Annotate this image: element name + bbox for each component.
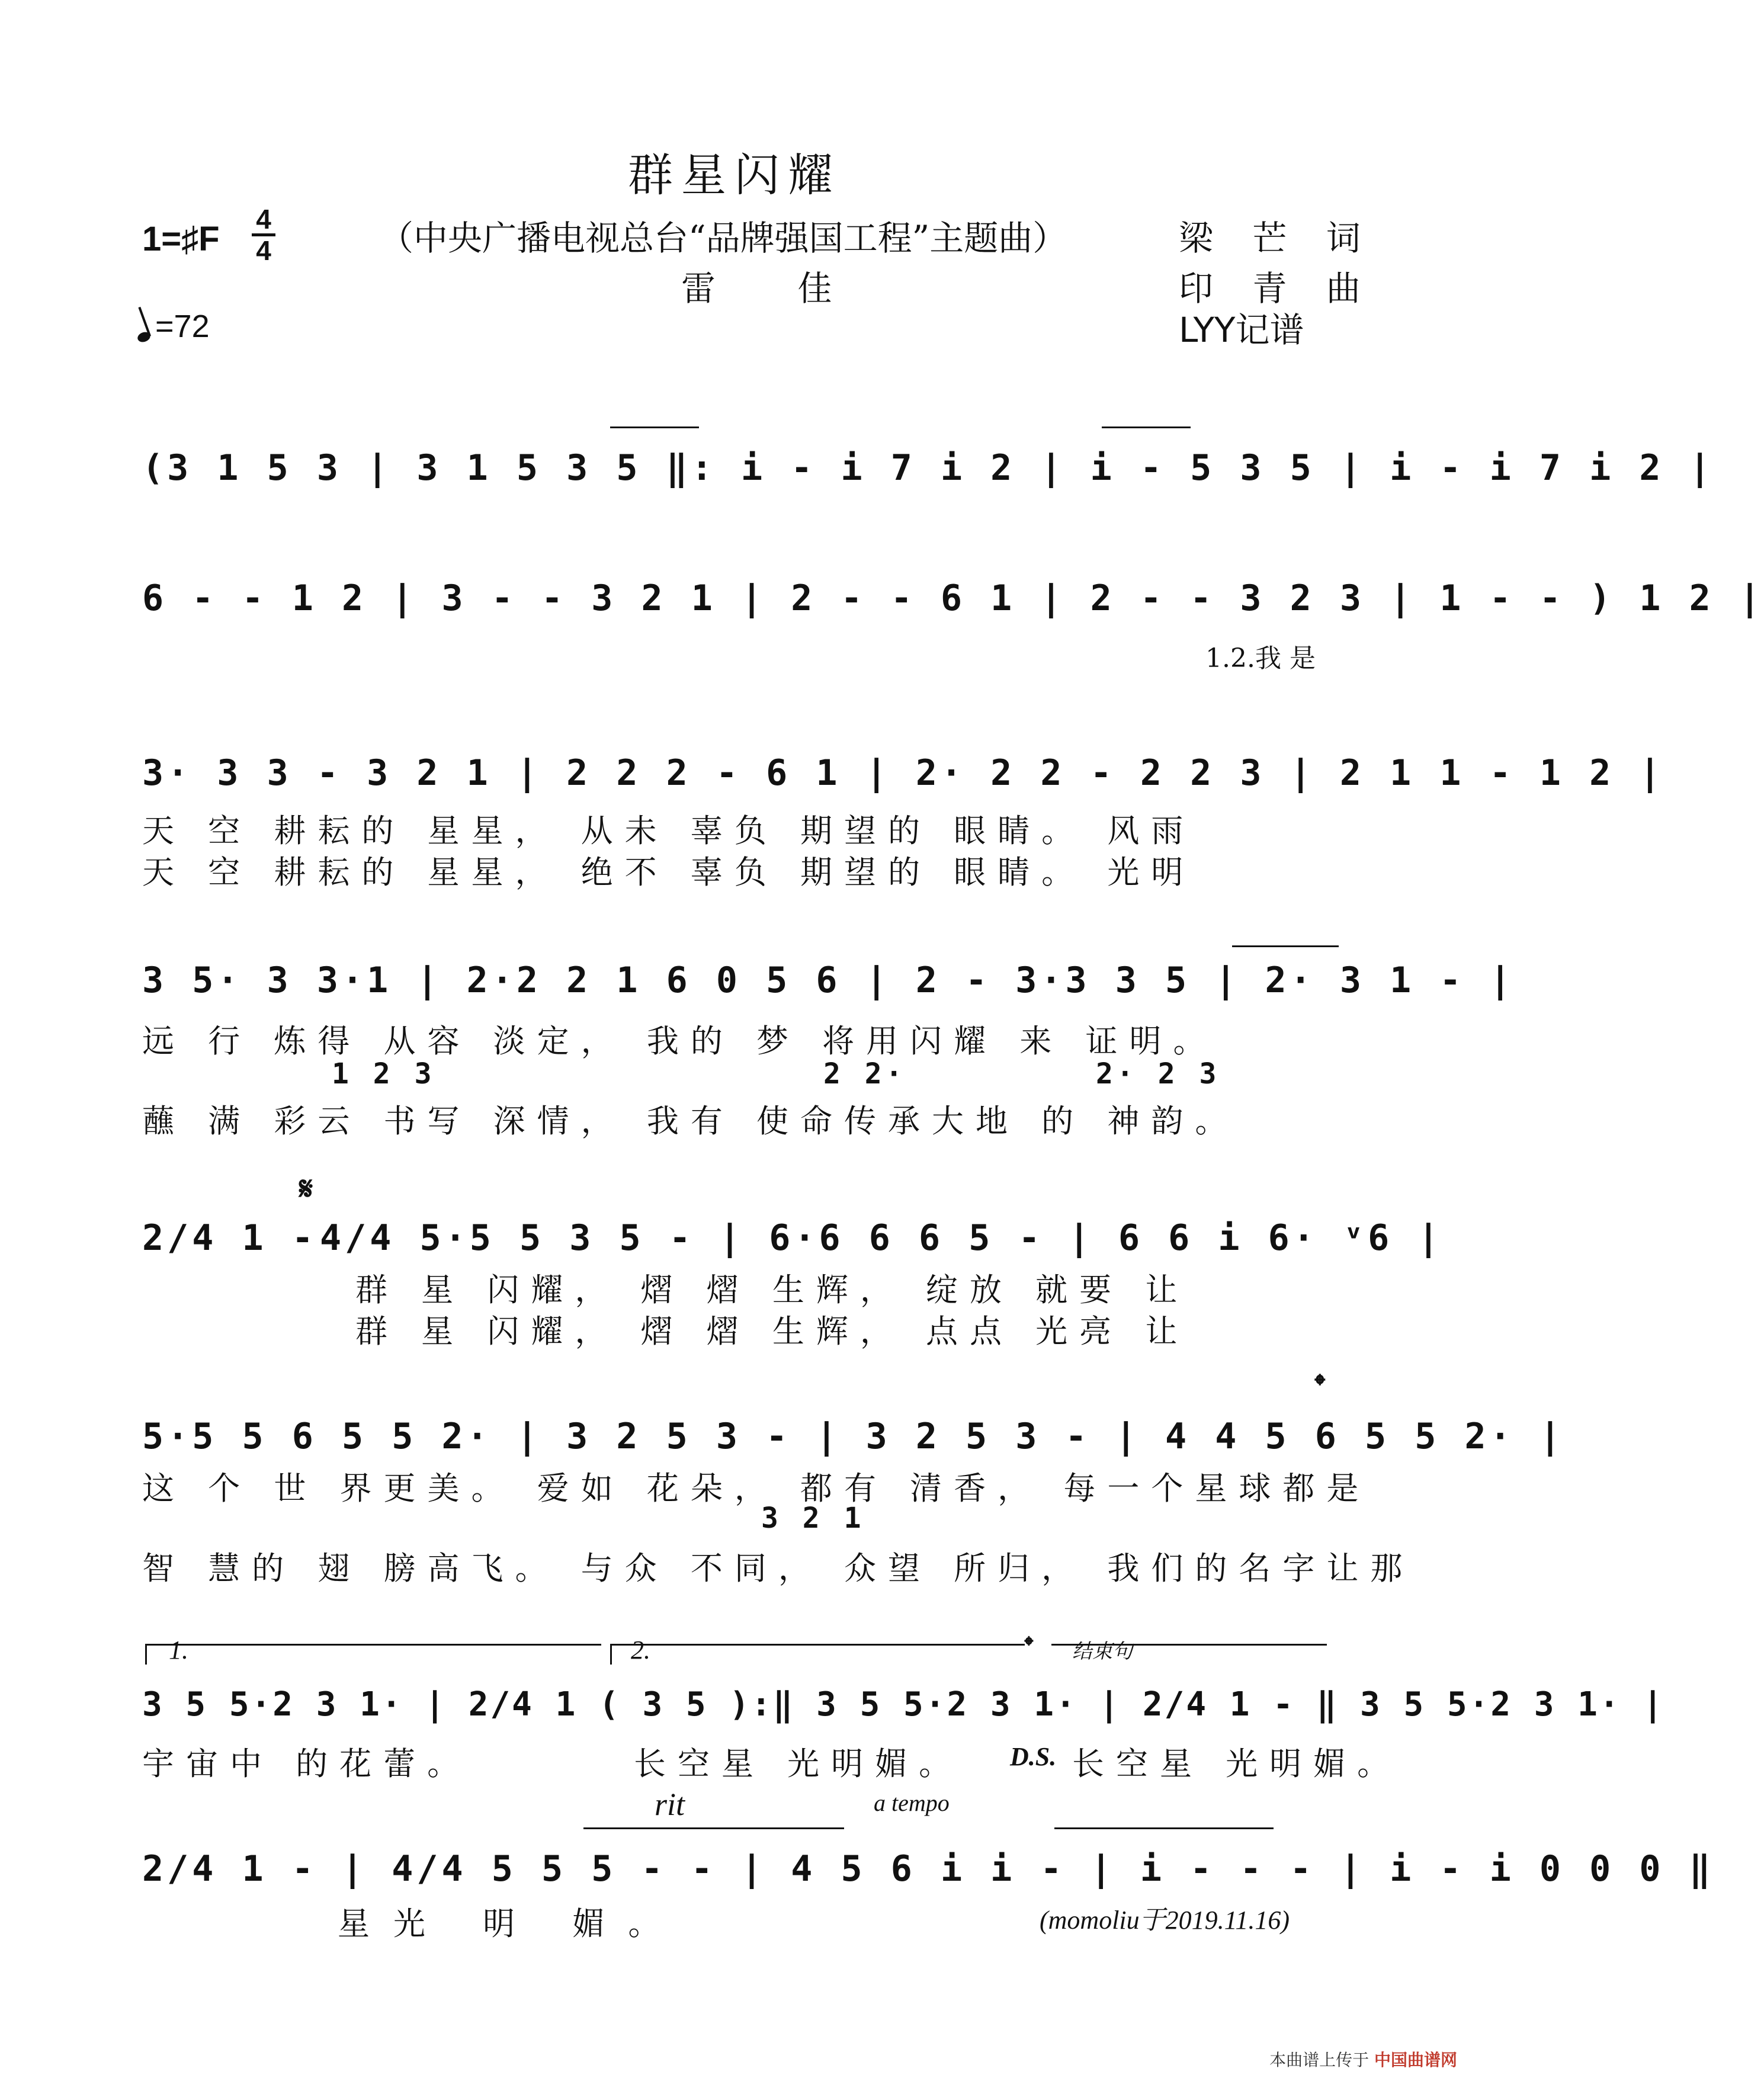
volta-2-label: 2. (631, 1636, 650, 1665)
singer-name: 雷 佳 (681, 268, 868, 309)
lyric-line-7-a: 宇宙中 的花蕾。 (142, 1745, 472, 1782)
lyricist-credit: 梁 芒 词 (1179, 218, 1375, 258)
time-signature (252, 205, 275, 265)
score-line-6: 5·5 5 6 5 5 2· | 3 2 5 3 - | 3 2 5 3 - | 4 4 5 6 5 5 2· | (142, 1416, 1565, 1457)
lyric-line-7-c: 长空星 光明媚。 (1072, 1745, 1401, 1782)
volta-1-label: 1. (169, 1636, 188, 1665)
footer-text: 本曲谱上传于 (1269, 2050, 1369, 2070)
lyric-line-7-b: 长空星 光明媚。 (634, 1745, 963, 1782)
quarter-note-icon (136, 331, 152, 344)
lyric-line-6-verse-1: 这 个 世 界更美。 爱如 花朵， 都有 清香， 每一个星球都是 (142, 1470, 1371, 1507)
lyric-line-6-verse-2: 智 慧的 翅 膀高飞。 与众 不同， 众望 所归， 我们的名字让那 (142, 1550, 1415, 1587)
alt-notes-3: 2· 2 3 (1096, 1057, 1220, 1091)
phrase-arc (583, 1827, 844, 1829)
score-line-7: 3 5 5·2 3 1· | 2/4 1 ( 3 5 ):‖ 3 5 5·2 3 1· | 2/4 1 - ‖ 3 5 5·2 3 1· | (142, 1685, 1665, 1724)
lyric-line-5-verse-1: 群 星 闪耀， 熠 熠 生辉， 绽放 就要 让 (355, 1271, 1189, 1309)
lyric-line-3-verse-2: 天 空 耕耘的 星星， 绝不 辜负 期望的 眼睛。 光明 (142, 854, 1195, 891)
song-title: 群星闪耀 (628, 149, 841, 201)
ds-marking: D.S. (1010, 1742, 1057, 1771)
phrase-arc (1054, 1827, 1274, 1829)
lyric-line-3-verse-1: 天 空 耕耘的 星星， 从未 辜负 期望的 眼睛。 风雨 (142, 812, 1195, 849)
volta-bracket-2-edge (610, 1644, 612, 1665)
tie-arc (1102, 426, 1191, 428)
alt-notes-2: 2 2· (823, 1057, 906, 1091)
time-sig-bottom: 4 (256, 235, 271, 266)
alt-notes-line-6: 3 2 1 (761, 1502, 865, 1535)
tie-arc (1232, 945, 1339, 947)
lyric-line-8: 星光 明 媚。 (338, 1905, 684, 1942)
upload-footer (1269, 2047, 1457, 2071)
transcriber-credit: LYY记谱 (1179, 310, 1304, 350)
score-line-5-prefix: 2/4 1 - (142, 1217, 317, 1259)
score-line-2: 6 - - 1 2 | 3 - - 3 2 1 | 2 - - 6 1 | 2 - - 3 2 3 | 1 - - ) 1 2 | (142, 578, 1764, 619)
volta-bracket-1 (145, 1644, 601, 1646)
verse-lyric-start: 1.2.我 是 (1205, 643, 1316, 674)
tie-arc (610, 426, 699, 428)
score-line-4: 3 5· 3 3·1 | 2·2 2 1 6 0 5 6 | 2 - 3·3 3 5 | 2· 3 1 - | (142, 960, 1515, 1001)
ending-label: 结束句 (1072, 1641, 1133, 1663)
site-logo[interactable]: 中国曲谱网 (1374, 2050, 1457, 2070)
volta-bracket-2 (610, 1644, 1025, 1646)
lyric-line-5-verse-2: 群 星 闪耀， 熠 熠 生辉， 点点 光亮 让 (355, 1313, 1189, 1350)
score-line-5: 4/4 5·5 5 3 5 - | 6·6 6 6 5 - | 6 6 i 6· ᵛ6 | (320, 1217, 1443, 1259)
score-line-1: (3 1 5 3 | 3 1 5 3 5 ‖: i - i 7 i 2 | i - 5 3 5 | i - i 7 i 2 | (142, 447, 1714, 489)
volta-bracket-1-edge (145, 1644, 147, 1665)
lyric-line-4-verse-1: 远 行 炼得 从容 淡定， 我的 梦 将用闪耀 来 证明。 (142, 1022, 1217, 1060)
score-line-8: 2/4 1 - | 4/4 5 5 5 - - | 4 5 6 i i - | i - - - | i - i 0 0 0 ‖ (142, 1848, 1714, 1890)
lyric-line-4-verse-2: 蘸 满 彩云 书写 深情， 我有 使命传承大地 的 神韵。 (142, 1102, 1239, 1140)
rit-marking: rit (655, 1787, 685, 1822)
coda-icon: 𝄌 (1315, 1368, 1325, 1402)
tempo-marking (137, 308, 210, 345)
tempo-value: =72 (155, 309, 210, 344)
composer-credit: 印 青 曲 (1179, 268, 1375, 309)
coda-icon-2: 𝄌 (1025, 1632, 1033, 1659)
song-subtitle: （中央广播电视总台“品牌强国工程”主题曲） (379, 218, 1067, 258)
segno-icon: 𝄋 (299, 1170, 313, 1207)
key-signature: 1=♯F (142, 220, 220, 258)
transcriber-signature: (momoliu于2019.11.16) (1040, 1906, 1290, 1935)
time-sig-top: 4 (256, 204, 271, 235)
score-line-3: 3· 3 3 - 3 2 1 | 2 2 2 - 6 1 | 2· 2 2 - 2 2 3 | 2 1 1 - 1 2 | (142, 752, 1664, 794)
alt-notes-1: 1 2 3 (332, 1057, 435, 1091)
a-tempo-marking: a tempo (874, 1790, 950, 1816)
